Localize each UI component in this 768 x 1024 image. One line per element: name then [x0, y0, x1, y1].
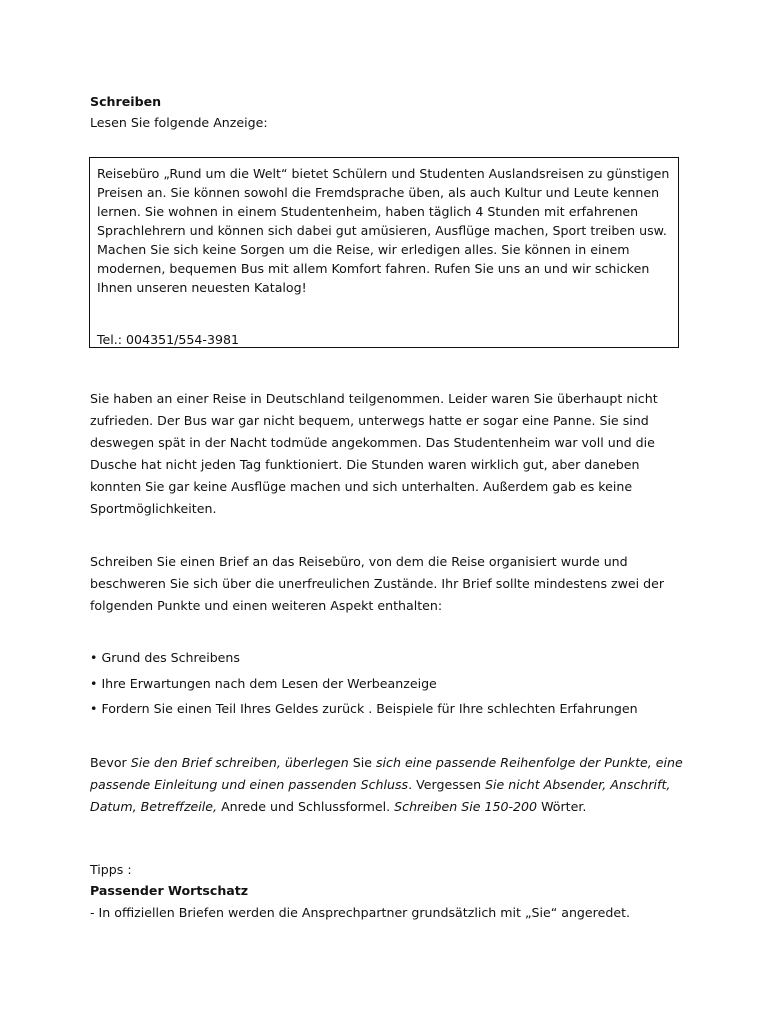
advertisement-box	[89, 157, 679, 348]
reminder-part: . Vergessen	[408, 777, 486, 792]
list-item-text: Ihre Erwartungen nach dem Lesen der Werbeanzeige	[101, 675, 437, 691]
advertisement-phone: Tel.: 004351/554-3981	[97, 332, 239, 347]
bullet-list	[90, 648, 710, 725]
reminder-part: Anrede und Schlussformel	[221, 799, 387, 814]
tips-heading: Passender Wortschatz	[90, 883, 249, 898]
reminder-part: Sie nicht Absender, Anschrift, Datum, Betreffzeile,	[90, 777, 671, 814]
reminder-part: Wörter	[541, 799, 583, 814]
list-item-text: Grund des Schreibens	[101, 650, 240, 665]
reminder-part: .	[386, 799, 395, 814]
advertisement-text: Reisebüro „Rund um die Welt“ bietet Schülern und Studenten Auslandsreisen zu günstigen Preisen an. Sie können sowohl die Fremdsprache üben, als auch Kultur und Leute kennen lernen. Sie wohnen in einem Studentenheim, haben täglich 4 Stunden mit erfahrenen Sprachlehrern und können sich dabei gut amüsieren, Ausflüge machen, Sport treiben usw. Machen Sie sich keine Sorgen um die Reise, wir erledigen alles. Sie können in einem modernen, bequemen Bus mit allem Komfort fahren. Rufen Sie uns an und wir schicken Ihnen unseren neuesten Katalog!	[97, 166, 670, 295]
reminder-part: Sie den Brief schreiben, überlegen	[130, 755, 353, 770]
reminder-part: .	[582, 799, 587, 814]
list-item	[90, 674, 710, 700]
task-paragraph: Schreiben Sie einen Brief an das Reisebüro, von dem die Reise organisiert wurde und beschweren Sie sich über die unerfreulichen Zustände. Ihr Brief sollte mindestens zwei der folgenden Punkte und einen weiteren Aspekt enthalten:	[90, 554, 665, 613]
list-item-text: Fordern Sie einen Teil Ihres Geldes zurück . Beispiele für Ihre schlechten Erfahrungen	[101, 701, 638, 716]
list-item	[90, 699, 710, 725]
reminder-part: Sie	[352, 755, 376, 770]
bullet-icon: •	[90, 675, 98, 691]
instruction-text: Lesen Sie folgende Anzeige:	[90, 115, 268, 130]
tips-text: - In offiziellen Briefen werden die Ansprechpartner grundsätzlich mit „Sie“ angeredet.	[90, 905, 631, 920]
bullet-icon: •	[90, 701, 98, 716]
tips-label: Tipps :	[90, 862, 132, 877]
list-item	[90, 648, 710, 674]
bullet-icon: •	[90, 650, 98, 665]
situation-paragraph: Sie haben an einer Reise in Deutschland teilgenommen. Leider waren Sie überhaupt nicht zufrieden. Der Bus war gar nicht bequem, unterwegs hatte er sogar eine Panne. Sie sind deswegen spät in der Nacht todmüde angekommen. Das Studentenheim war voll und die Dusche hat nicht jeden Tag funktioniert. Die Stunden waren wirklich gut, aber daneben konnten Sie gar keine Ausflüge machen und sich unterhalten. Außerdem gab es keine Sportmöglichkeiten.	[90, 391, 658, 516]
reminder-paragraph	[90, 752, 690, 818]
reminder-part: Bevor	[90, 755, 131, 770]
reminder-part: sich eine passende Reihenfolge der Punkte, eine passende Einleitung und einen passenden Schluss	[90, 755, 683, 792]
section-heading: Schreiben	[90, 94, 162, 109]
reminder-part: Schreiben Sie 150-200	[394, 799, 542, 814]
